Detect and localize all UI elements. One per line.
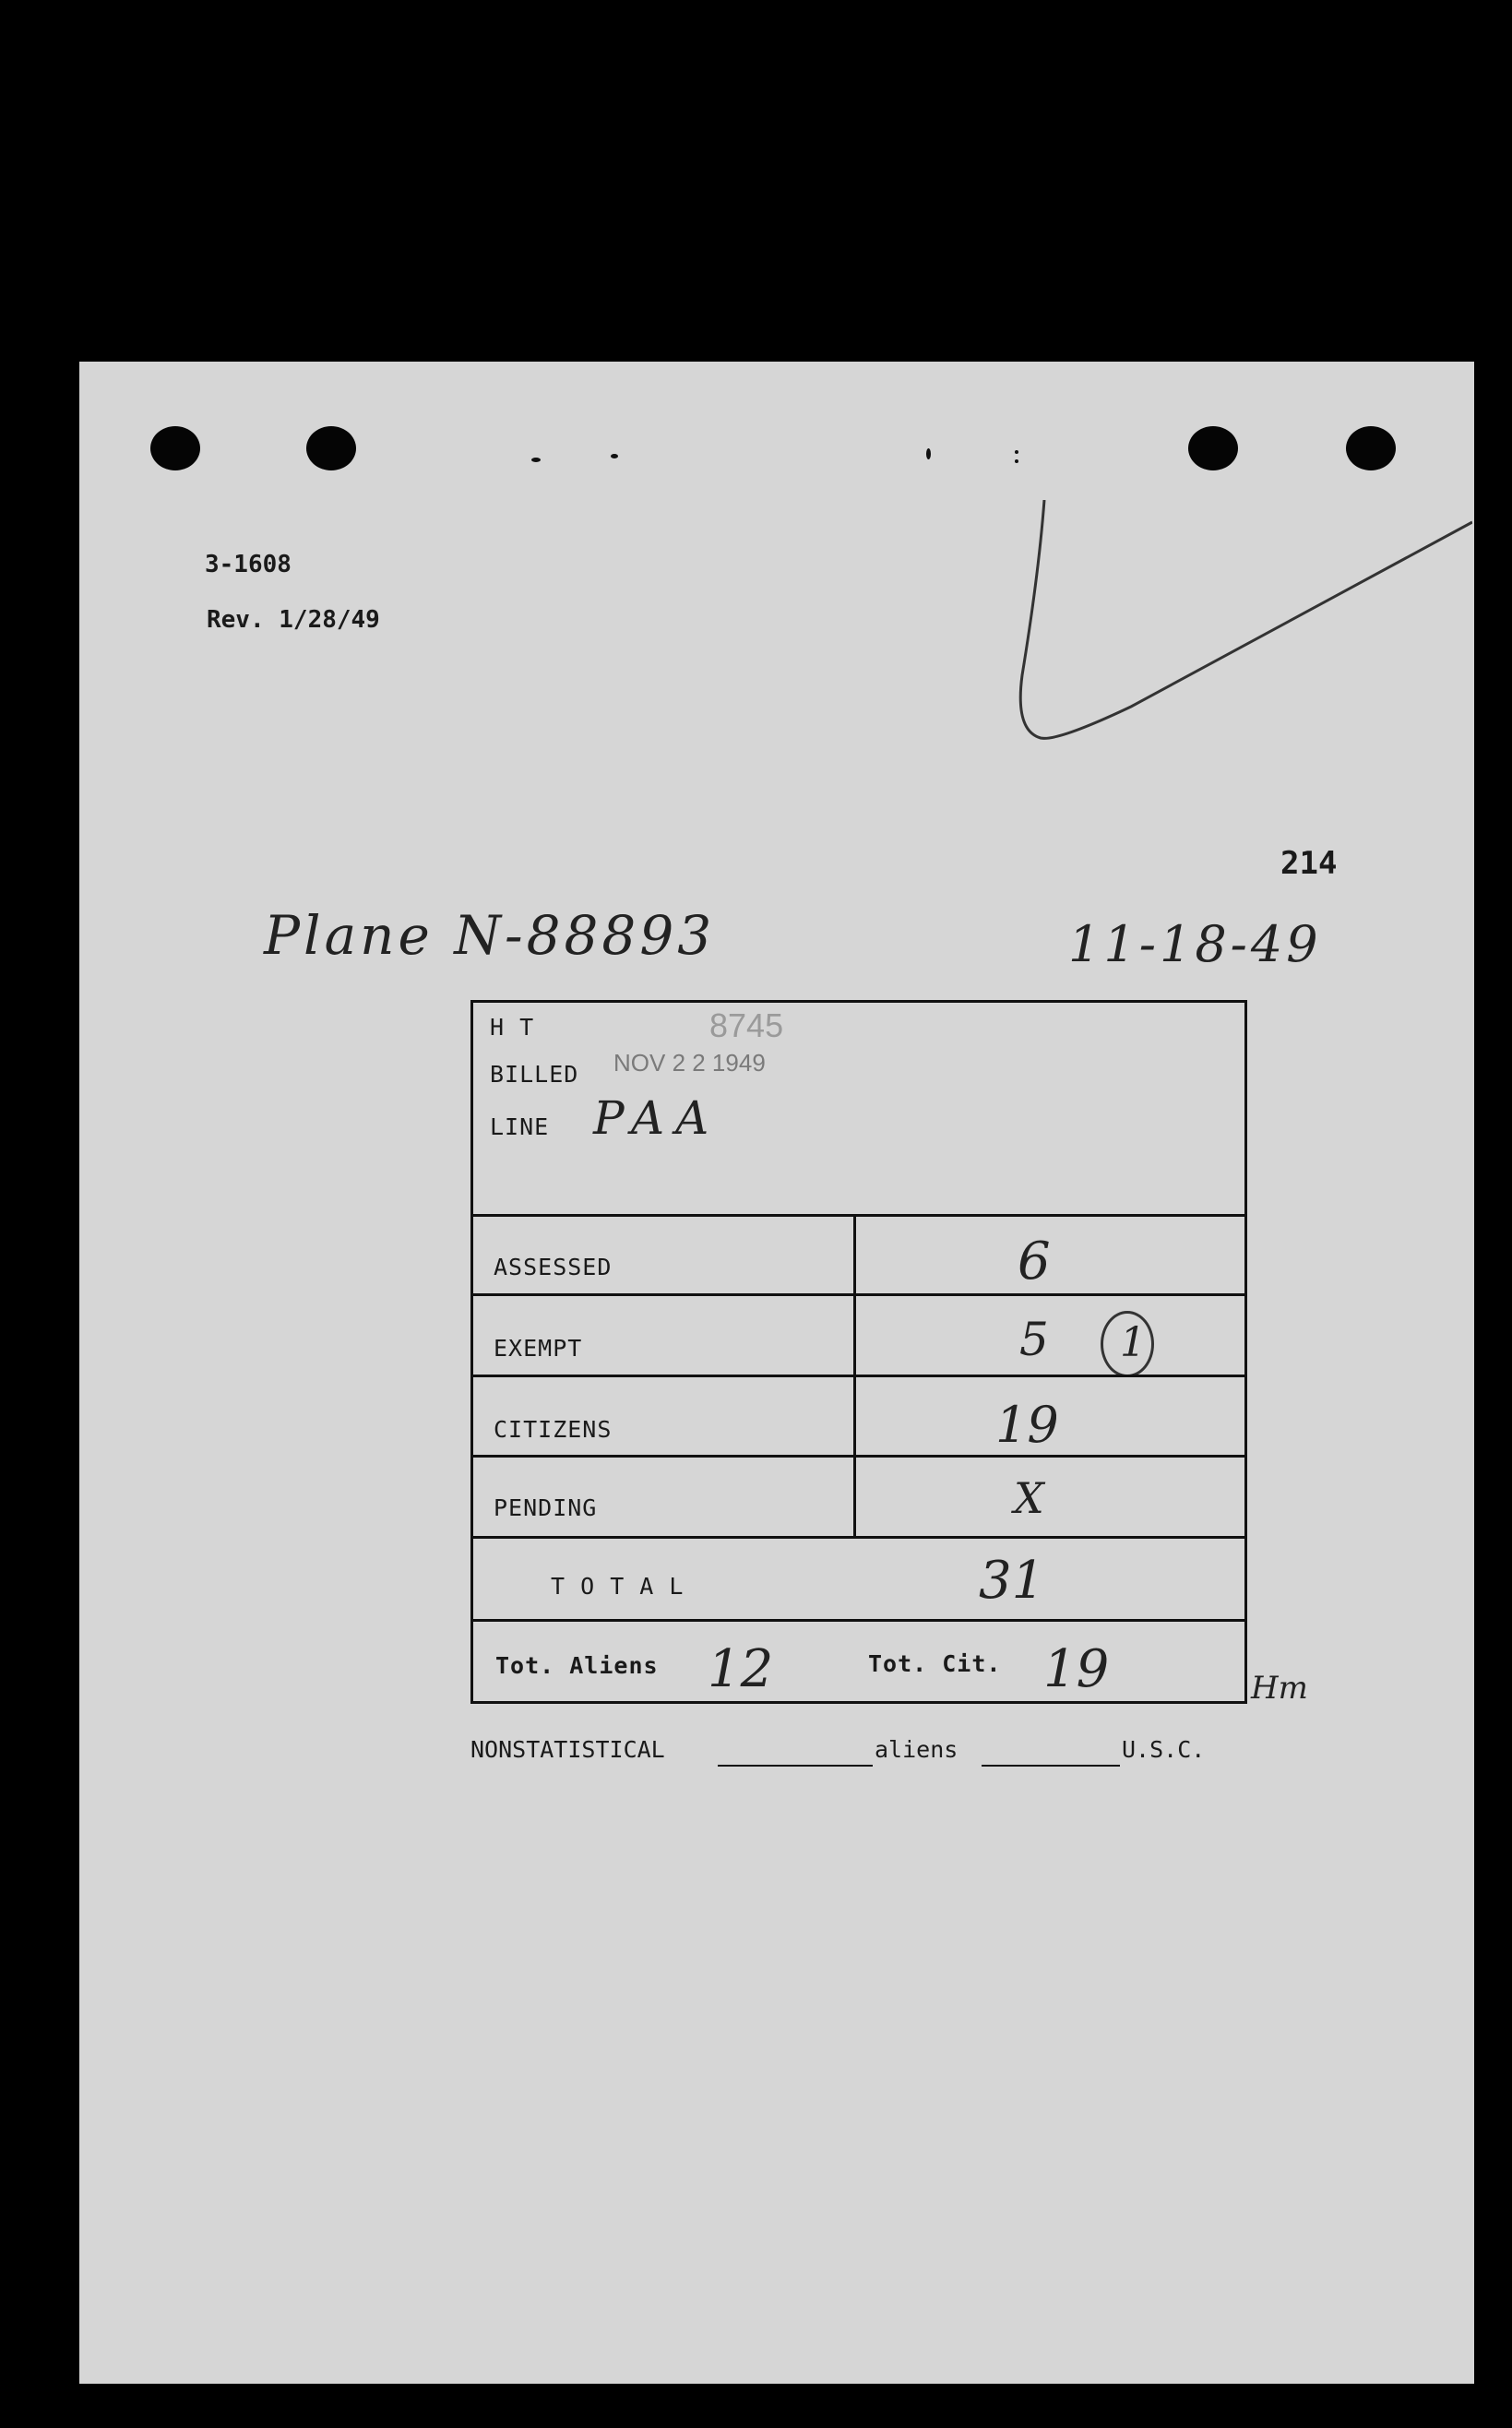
citizens-value: 19 bbox=[995, 1396, 1059, 1454]
usc-label: U.S.C. bbox=[1122, 1736, 1206, 1763]
pending-value: X bbox=[1014, 1473, 1044, 1523]
row-divider bbox=[473, 1536, 1244, 1539]
tot-cit-label: Tot. Cit. bbox=[868, 1650, 1002, 1677]
row-divider bbox=[473, 1214, 1244, 1217]
tot-aliens-value: 12 bbox=[708, 1639, 774, 1699]
plane-number: Plane N-88893 bbox=[264, 904, 716, 967]
punch-hole bbox=[1188, 426, 1238, 470]
ink-speck bbox=[1015, 459, 1018, 463]
nonstatistical-blank bbox=[718, 1765, 873, 1767]
exempt-label: EXEMPT bbox=[494, 1335, 583, 1362]
form-number: 3-1608 bbox=[205, 551, 292, 578]
manifest-form bbox=[470, 1000, 1247, 1704]
tot-aliens-label: Tot. Aliens bbox=[495, 1652, 659, 1679]
exempt-circled-value: 1 bbox=[1120, 1319, 1146, 1366]
ink-speck bbox=[531, 458, 541, 462]
pending-label: PENDING bbox=[494, 1494, 598, 1521]
revision-date: Rev. 1/28/49 bbox=[207, 606, 380, 634]
citizens-label: CITIZENS bbox=[494, 1416, 613, 1443]
assessed-value: 6 bbox=[1018, 1232, 1051, 1291]
exempt-value: 5 bbox=[1019, 1313, 1049, 1366]
aliens-blank bbox=[982, 1765, 1120, 1767]
ink-speck bbox=[1015, 450, 1018, 454]
billed-date-stamp: NOV 2 2 1949 bbox=[613, 1049, 766, 1077]
total-label: T O T A L bbox=[551, 1573, 685, 1600]
ink-speck bbox=[611, 454, 618, 458]
row-divider bbox=[473, 1293, 1244, 1296]
row-divider bbox=[473, 1455, 1244, 1458]
handwritten-date: 11-18-49 bbox=[1068, 915, 1322, 973]
page-number: 214 bbox=[1280, 845, 1338, 882]
aliens-label: aliens bbox=[875, 1736, 958, 1763]
stamp-number: 8745 bbox=[709, 1006, 784, 1044]
ink-speck bbox=[926, 448, 931, 459]
punch-hole bbox=[306, 426, 356, 470]
document-page bbox=[79, 362, 1474, 2384]
row-divider bbox=[473, 1375, 1244, 1377]
ht-label: H T bbox=[490, 1014, 535, 1041]
row-divider bbox=[473, 1619, 1244, 1622]
assessed-label: ASSESSED bbox=[494, 1254, 613, 1280]
nonstatistical-label: NONSTATISTICAL bbox=[470, 1736, 665, 1763]
reviewer-initials: Hm bbox=[1251, 1670, 1308, 1707]
line-label: LINE bbox=[490, 1113, 550, 1140]
check-mark-icon bbox=[1002, 500, 1472, 777]
line-value: PAA bbox=[593, 1091, 720, 1145]
exempt-circled-note bbox=[1101, 1311, 1154, 1377]
total-value: 31 bbox=[979, 1551, 1045, 1611]
tot-cit-value: 19 bbox=[1043, 1639, 1110, 1699]
punch-hole bbox=[150, 426, 200, 470]
punch-hole bbox=[1346, 426, 1396, 470]
billed-label: BILLED bbox=[490, 1061, 579, 1088]
